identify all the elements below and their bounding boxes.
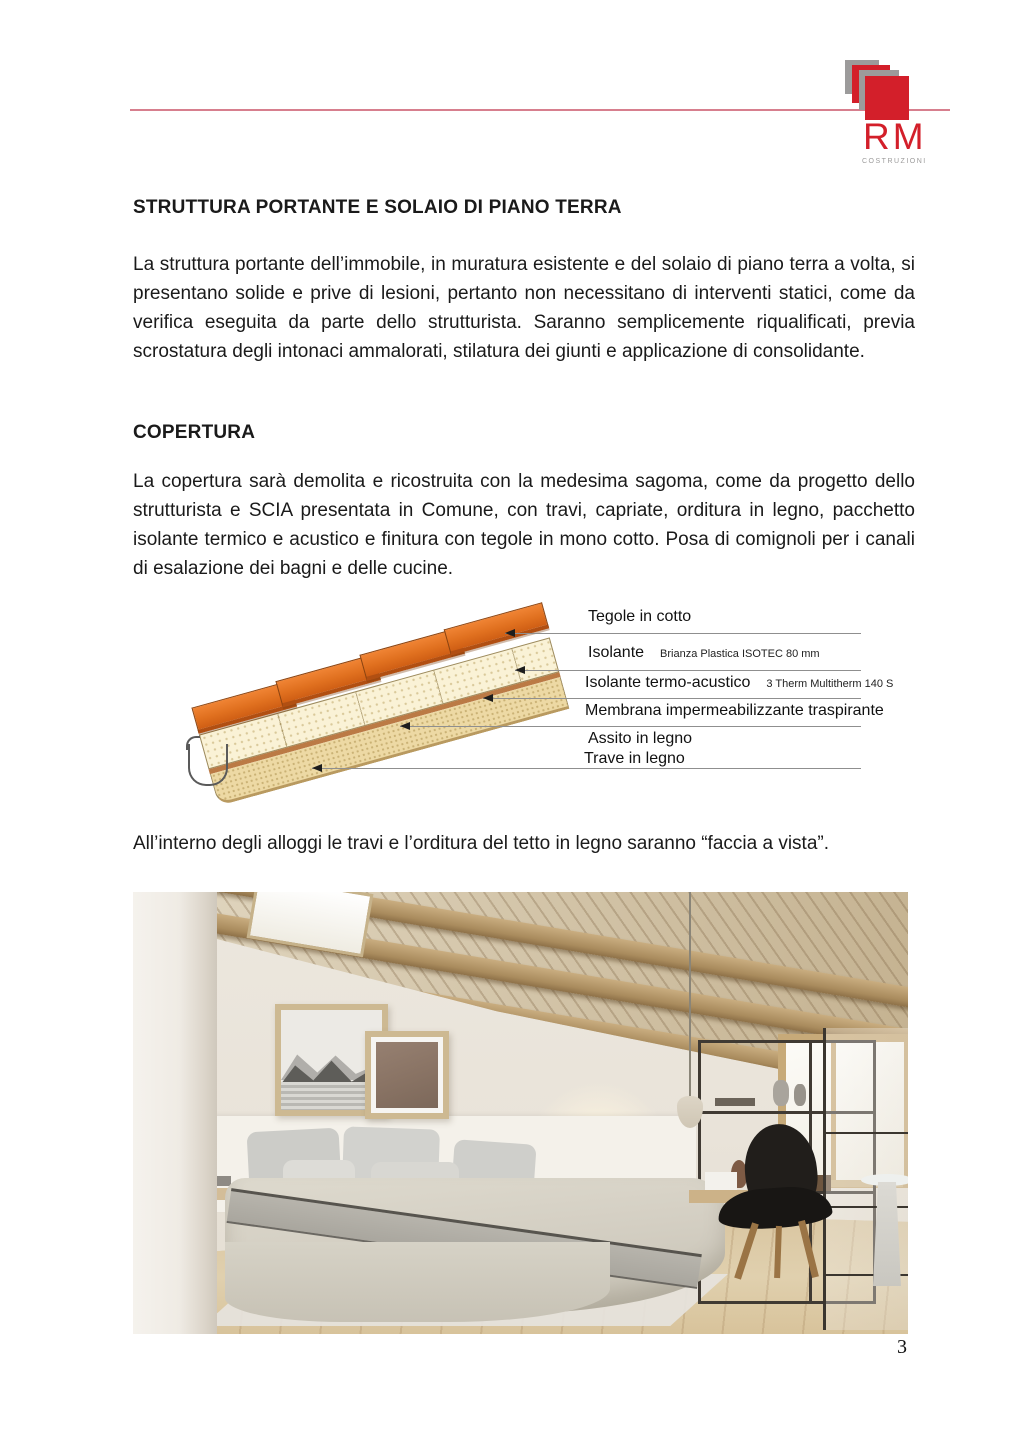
section-heading-copertura: COPERTURA	[133, 422, 256, 443]
label-main: Tegole in cotto	[588, 608, 692, 625]
leader-line-trave	[312, 768, 861, 769]
label-sub: 3 Therm Multitherm 140 S	[766, 678, 894, 690]
arrow-membrana	[400, 722, 410, 730]
diagram-label-membrana	[585, 702, 900, 720]
leader-line-isolante	[515, 670, 861, 671]
diagram-label-termoacustico	[585, 674, 893, 692]
diagram-label-isolante	[588, 644, 820, 662]
diagram-label-assito	[588, 730, 708, 748]
arrow-trave	[312, 764, 322, 772]
note-text: All’interno degli alloggi le travi e l’orditura del tetto in legno saranno “faccia a vista”.	[133, 833, 829, 854]
logo-text: RM	[863, 116, 927, 157]
gutter-hook	[186, 736, 200, 750]
arrow-tegole	[505, 629, 515, 637]
logo-square-red-front	[865, 76, 909, 120]
books	[715, 1098, 755, 1106]
gutter-profile	[188, 744, 228, 786]
diagram-label-tegole	[588, 608, 707, 626]
white-box	[705, 1172, 737, 1190]
glass-shelf	[826, 1132, 908, 1134]
leader-line-membrana	[400, 726, 861, 727]
section-body-copertura: La copertura sarà demolita e ricostruita con la medesima sagoma, come da progetto dello strutturista e SCIA presentata in Comune, con travi, capriate, orditura in legno, pacchetto isolante termico e acustico e finitura con tegole in mono cotto. Posa di comignoli per i canali di esalazione dei bagni e delle cucine.	[133, 471, 915, 579]
label-main: Isolante termo-acustico	[585, 674, 751, 691]
bedroom-photo	[133, 892, 908, 1334]
label-main: Isolante	[588, 644, 645, 661]
section-heading-struttura: STRUTTURA PORTANTE E SOLAIO DI PIANO TERRA	[133, 197, 622, 218]
leader-line-termoacustico	[483, 698, 861, 699]
vase	[773, 1080, 789, 1106]
label-main: Membrana impermeabilizzante traspirante	[585, 702, 884, 719]
label-sub: Brianza Plastica ISOTEC 80 mm	[660, 648, 820, 660]
artwork-abstract-canvas	[376, 1042, 438, 1108]
diagram-label-trave	[584, 750, 701, 768]
roof-section-diagram	[188, 598, 924, 808]
logo-subtext: COSTRUZIONI	[862, 158, 927, 165]
white-column	[133, 892, 217, 1334]
label-main: Assito in legno	[588, 730, 693, 747]
page-number: 3	[897, 1336, 907, 1358]
leader-line-tegole	[505, 633, 861, 634]
company-logo	[845, 60, 927, 178]
section-body-struttura: La struttura portante dell’immobile, in muratura esistente e del solaio di piano terra a volta, si presentano solide e prive di lesioni, pertanto non necessitano di interventi statici, come da verifica eseguita da parte dello strutturista. Saranno semplicemente riqualificati, previa scrostatura degli intonaci ammalorati, stilatura dei giunti e applicazione di consolidante.	[133, 254, 915, 362]
arrow-isolante	[515, 666, 525, 674]
label-main: Trave in legno	[584, 750, 685, 767]
artwork-abstract	[365, 1031, 449, 1119]
arrow-termoacustico	[483, 694, 493, 702]
header-rule	[130, 109, 950, 111]
pendant-cord	[689, 892, 691, 1098]
vase	[794, 1084, 806, 1106]
duvet-drape	[225, 1242, 610, 1322]
